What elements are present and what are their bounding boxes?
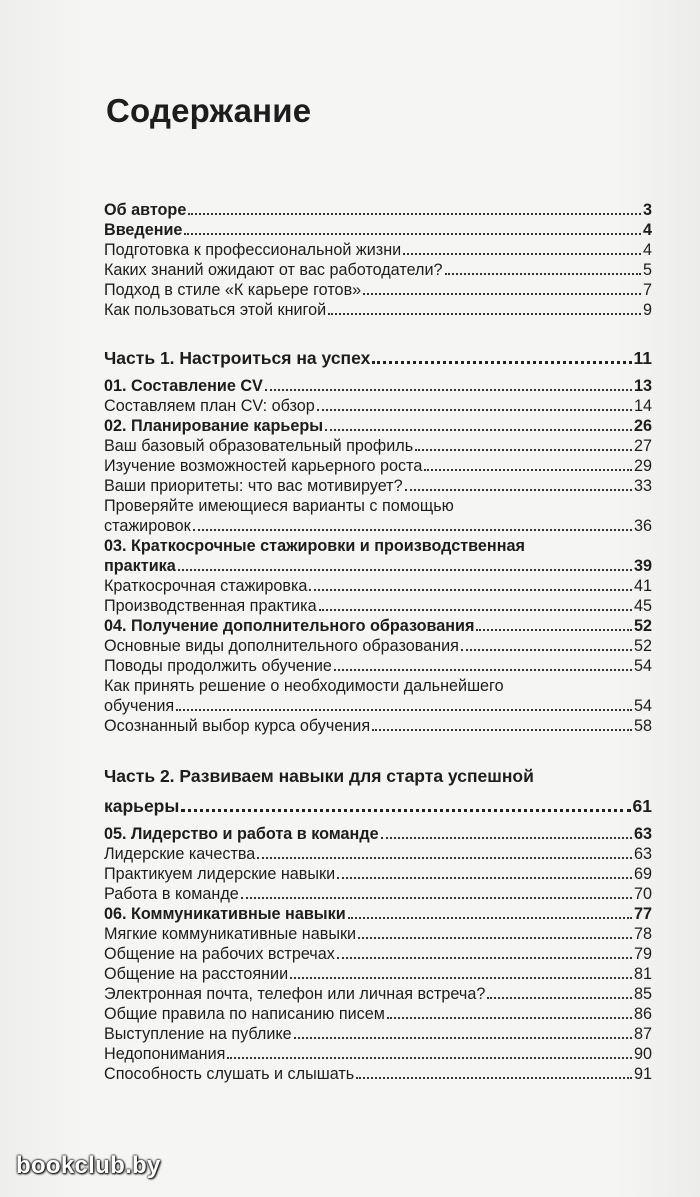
dot-leader [372, 729, 632, 731]
toc-entry-title: обучения [104, 697, 175, 715]
toc-entry [104, 240, 652, 260]
dot-leader [319, 609, 632, 611]
toc-entry-title: Ваш базовый образовательный профиль [104, 437, 414, 455]
toc-entry-page: 33 [633, 477, 652, 495]
toc-part-heading [104, 346, 652, 370]
toc-entry-page: 26 [633, 417, 652, 435]
dot-leader [181, 809, 630, 812]
dot-leader [372, 361, 631, 364]
toc-entry-page: 78 [633, 925, 652, 943]
toc-entry-title: практика [104, 557, 176, 575]
toc-entry-title: Подготовка к профессиональной жизни [104, 241, 402, 259]
toc-entry [104, 716, 652, 736]
toc-entry-title: Способность слушать и слышать [104, 1065, 355, 1083]
toc-entry-page: 29 [633, 457, 652, 475]
dot-leader [387, 1017, 632, 1019]
toc-entry-title: Составляем план CV: обзор [104, 397, 315, 415]
toc-entry-page: 14 [633, 397, 652, 415]
toc-entry [104, 884, 652, 904]
toc-entry-page: 86 [633, 1005, 652, 1023]
dot-leader [184, 233, 641, 235]
toc-entry-page: 3 [642, 201, 652, 219]
part-title: Часть 1. Настроиться на успех [104, 348, 371, 368]
toc-entry-title: Краткосрочная стажировка [104, 577, 308, 595]
dot-leader [356, 1077, 632, 1079]
toc-entry [104, 436, 652, 456]
toc-entry-page: 81 [633, 965, 652, 983]
dot-leader [363, 293, 641, 295]
toc-entry [104, 300, 652, 320]
toc-entry [104, 280, 652, 300]
toc-entry-page: 70 [633, 885, 652, 903]
toc-entry-title: Общение на расстоянии [104, 965, 289, 983]
dot-leader [415, 449, 632, 451]
toc-entry [104, 596, 652, 616]
toc-entry [104, 944, 652, 964]
toc-entry-title: Основные виды дополнительного образования [104, 637, 459, 655]
toc-entry-page: 41 [633, 577, 652, 595]
dot-leader [405, 489, 632, 491]
part-page: 11 [633, 348, 652, 368]
toc-entry [104, 1004, 652, 1024]
toc-entry-title: Недопонимания [104, 1045, 226, 1063]
toc-entry [104, 220, 652, 240]
toc-chapter [104, 376, 652, 396]
dot-leader [476, 629, 632, 631]
toc-entry [104, 1024, 652, 1044]
toc-entry [104, 924, 652, 944]
toc-entry-title: Об авторе [104, 201, 187, 219]
toc-entry-title: Как пользоваться этой книгой [104, 301, 327, 319]
toc-entry [104, 696, 652, 716]
watermark-text: bookclub.by [16, 1152, 161, 1179]
toc-entry-page: 13 [633, 377, 652, 395]
dot-leader [309, 589, 632, 591]
dot-leader [265, 389, 632, 391]
toc-entry-title: 05. Лидерство и работа в команде [104, 825, 379, 843]
toc-entry-title: Ваши приоритеты: что вас мотивирует? [104, 477, 403, 495]
part-page: 61 [632, 796, 652, 816]
toc-entry-page: 77 [633, 905, 652, 923]
toc-entry [104, 864, 652, 884]
toc-entry-title: Общение на рабочих встречах [104, 945, 335, 963]
toc-entry-page: 9 [642, 301, 652, 319]
toc-entry-title: Выступление на публике [104, 1025, 292, 1043]
toc-entry-page: 27 [633, 437, 652, 455]
toc-entry-page: 58 [633, 717, 652, 735]
toc-entry-title: 04. Получение дополнительного образования [104, 617, 475, 635]
toc-chapter [104, 416, 652, 436]
toc-entry-title: Общие правила по написанию писем [104, 1005, 385, 1023]
toc-entry [104, 984, 652, 1004]
toc-entry-page: 4 [642, 241, 652, 259]
toc-chapter [104, 556, 652, 576]
toc-entry-page: 39 [633, 557, 652, 575]
toc-entry-page: 63 [633, 825, 652, 843]
dot-leader [487, 997, 632, 999]
toc-chapter [104, 616, 652, 636]
toc-entry [104, 656, 652, 676]
part-title-line1: Часть 2. Развиваем навыки для старта успешной [104, 766, 534, 786]
toc-entry-title: Практикуем лидерские навыки [104, 865, 336, 883]
toc-entry [104, 576, 652, 596]
toc-entry-page: 45 [633, 597, 652, 615]
toc-part-heading [104, 794, 652, 818]
toc-entry-page: 52 [633, 637, 652, 655]
dot-leader [337, 957, 632, 959]
toc-entry-title: Мягкие коммуникативные навыки [104, 925, 357, 943]
toc-entry-title: Лидерские качества [104, 845, 256, 863]
toc-entry-title: Осознанный выбор курса обучения [104, 717, 371, 735]
toc-entry-title: 02. Планирование карьеры [104, 417, 324, 435]
dot-leader [257, 857, 632, 859]
toc-entry [104, 636, 652, 656]
dot-leader [461, 649, 632, 651]
dot-leader [241, 897, 632, 899]
toc-entry-page: 52 [633, 617, 652, 635]
dot-leader [334, 669, 632, 671]
toc-entry-page: 54 [633, 697, 652, 715]
toc-entry-page: 91 [633, 1065, 652, 1083]
dot-leader [188, 213, 641, 215]
toc-entry-title: 06. Коммуникативные навыки [104, 905, 346, 923]
toc-entry-page: 7 [642, 281, 652, 299]
dot-leader [424, 469, 632, 471]
toc-entry-title: Поводы продолжить обучение [104, 657, 332, 675]
dot-leader [445, 273, 641, 275]
toc-chapter [104, 904, 652, 924]
table-of-contents [104, 200, 652, 1084]
toc-entry-page: 54 [633, 657, 652, 675]
dot-leader [227, 1057, 632, 1059]
dot-leader [193, 529, 632, 531]
toc-entry [104, 200, 652, 220]
toc-entry-page: 4 [642, 221, 652, 239]
part-title: карьеры [104, 796, 180, 816]
dot-leader [328, 313, 641, 315]
toc-chapter-title-line1: 03. Краткосрочные стажировки и производственная [104, 537, 525, 555]
toc-entry [104, 456, 652, 476]
toc-entry-title: 01. Составление CV [104, 377, 263, 395]
dot-leader [317, 409, 632, 411]
toc-entry-page: 79 [633, 945, 652, 963]
toc-entry-title-line1: Как принять решение о необходимости дальнейшего [104, 677, 504, 695]
toc-entry-page: 36 [633, 517, 652, 535]
toc-entry [104, 1064, 652, 1084]
dot-leader [325, 429, 632, 431]
dot-leader [178, 569, 632, 571]
toc-entry-page: 87 [633, 1025, 652, 1043]
toc-entry [104, 964, 652, 984]
dot-leader [348, 917, 632, 919]
toc-entry [104, 844, 652, 864]
toc-chapter [104, 824, 652, 844]
dot-leader [337, 877, 632, 879]
toc-entry-page: 85 [633, 985, 652, 1003]
toc-entry [104, 396, 652, 416]
toc-entry-title: Подход в стиле «К карьере готов» [104, 281, 362, 299]
toc-entry-title: Производственная практика [104, 597, 317, 615]
toc-entry [104, 476, 652, 496]
toc-entry-page: 90 [633, 1045, 652, 1063]
dot-leader [381, 837, 632, 839]
toc-entry-title: Введение [104, 221, 183, 239]
toc-entry [104, 260, 652, 280]
toc-entry-title: Работа в команде [104, 885, 239, 903]
toc-entry-page: 63 [633, 845, 652, 863]
page-title: Содержание [106, 92, 312, 129]
toc-entry-page: 69 [633, 865, 652, 883]
toc-entry-page: 5 [642, 261, 652, 279]
toc-entry-title: Каких знаний ожидают от вас работодатели? [104, 261, 443, 279]
toc-entry-title: стажировок [104, 517, 191, 535]
dot-leader [290, 977, 632, 979]
toc-entry [104, 1044, 652, 1064]
dot-leader [403, 253, 641, 255]
toc-entry [104, 516, 652, 536]
dot-leader [358, 937, 632, 939]
dot-leader [176, 709, 632, 711]
toc-entry-title-line1: Проверяйте имеющиеся варианты с помощью [104, 497, 454, 515]
dot-leader [294, 1037, 632, 1039]
toc-entry-title: Электронная почта, телефон или личная встреча? [104, 985, 486, 1003]
toc-entry-title: Изучение возможностей карьерного роста [104, 457, 423, 475]
